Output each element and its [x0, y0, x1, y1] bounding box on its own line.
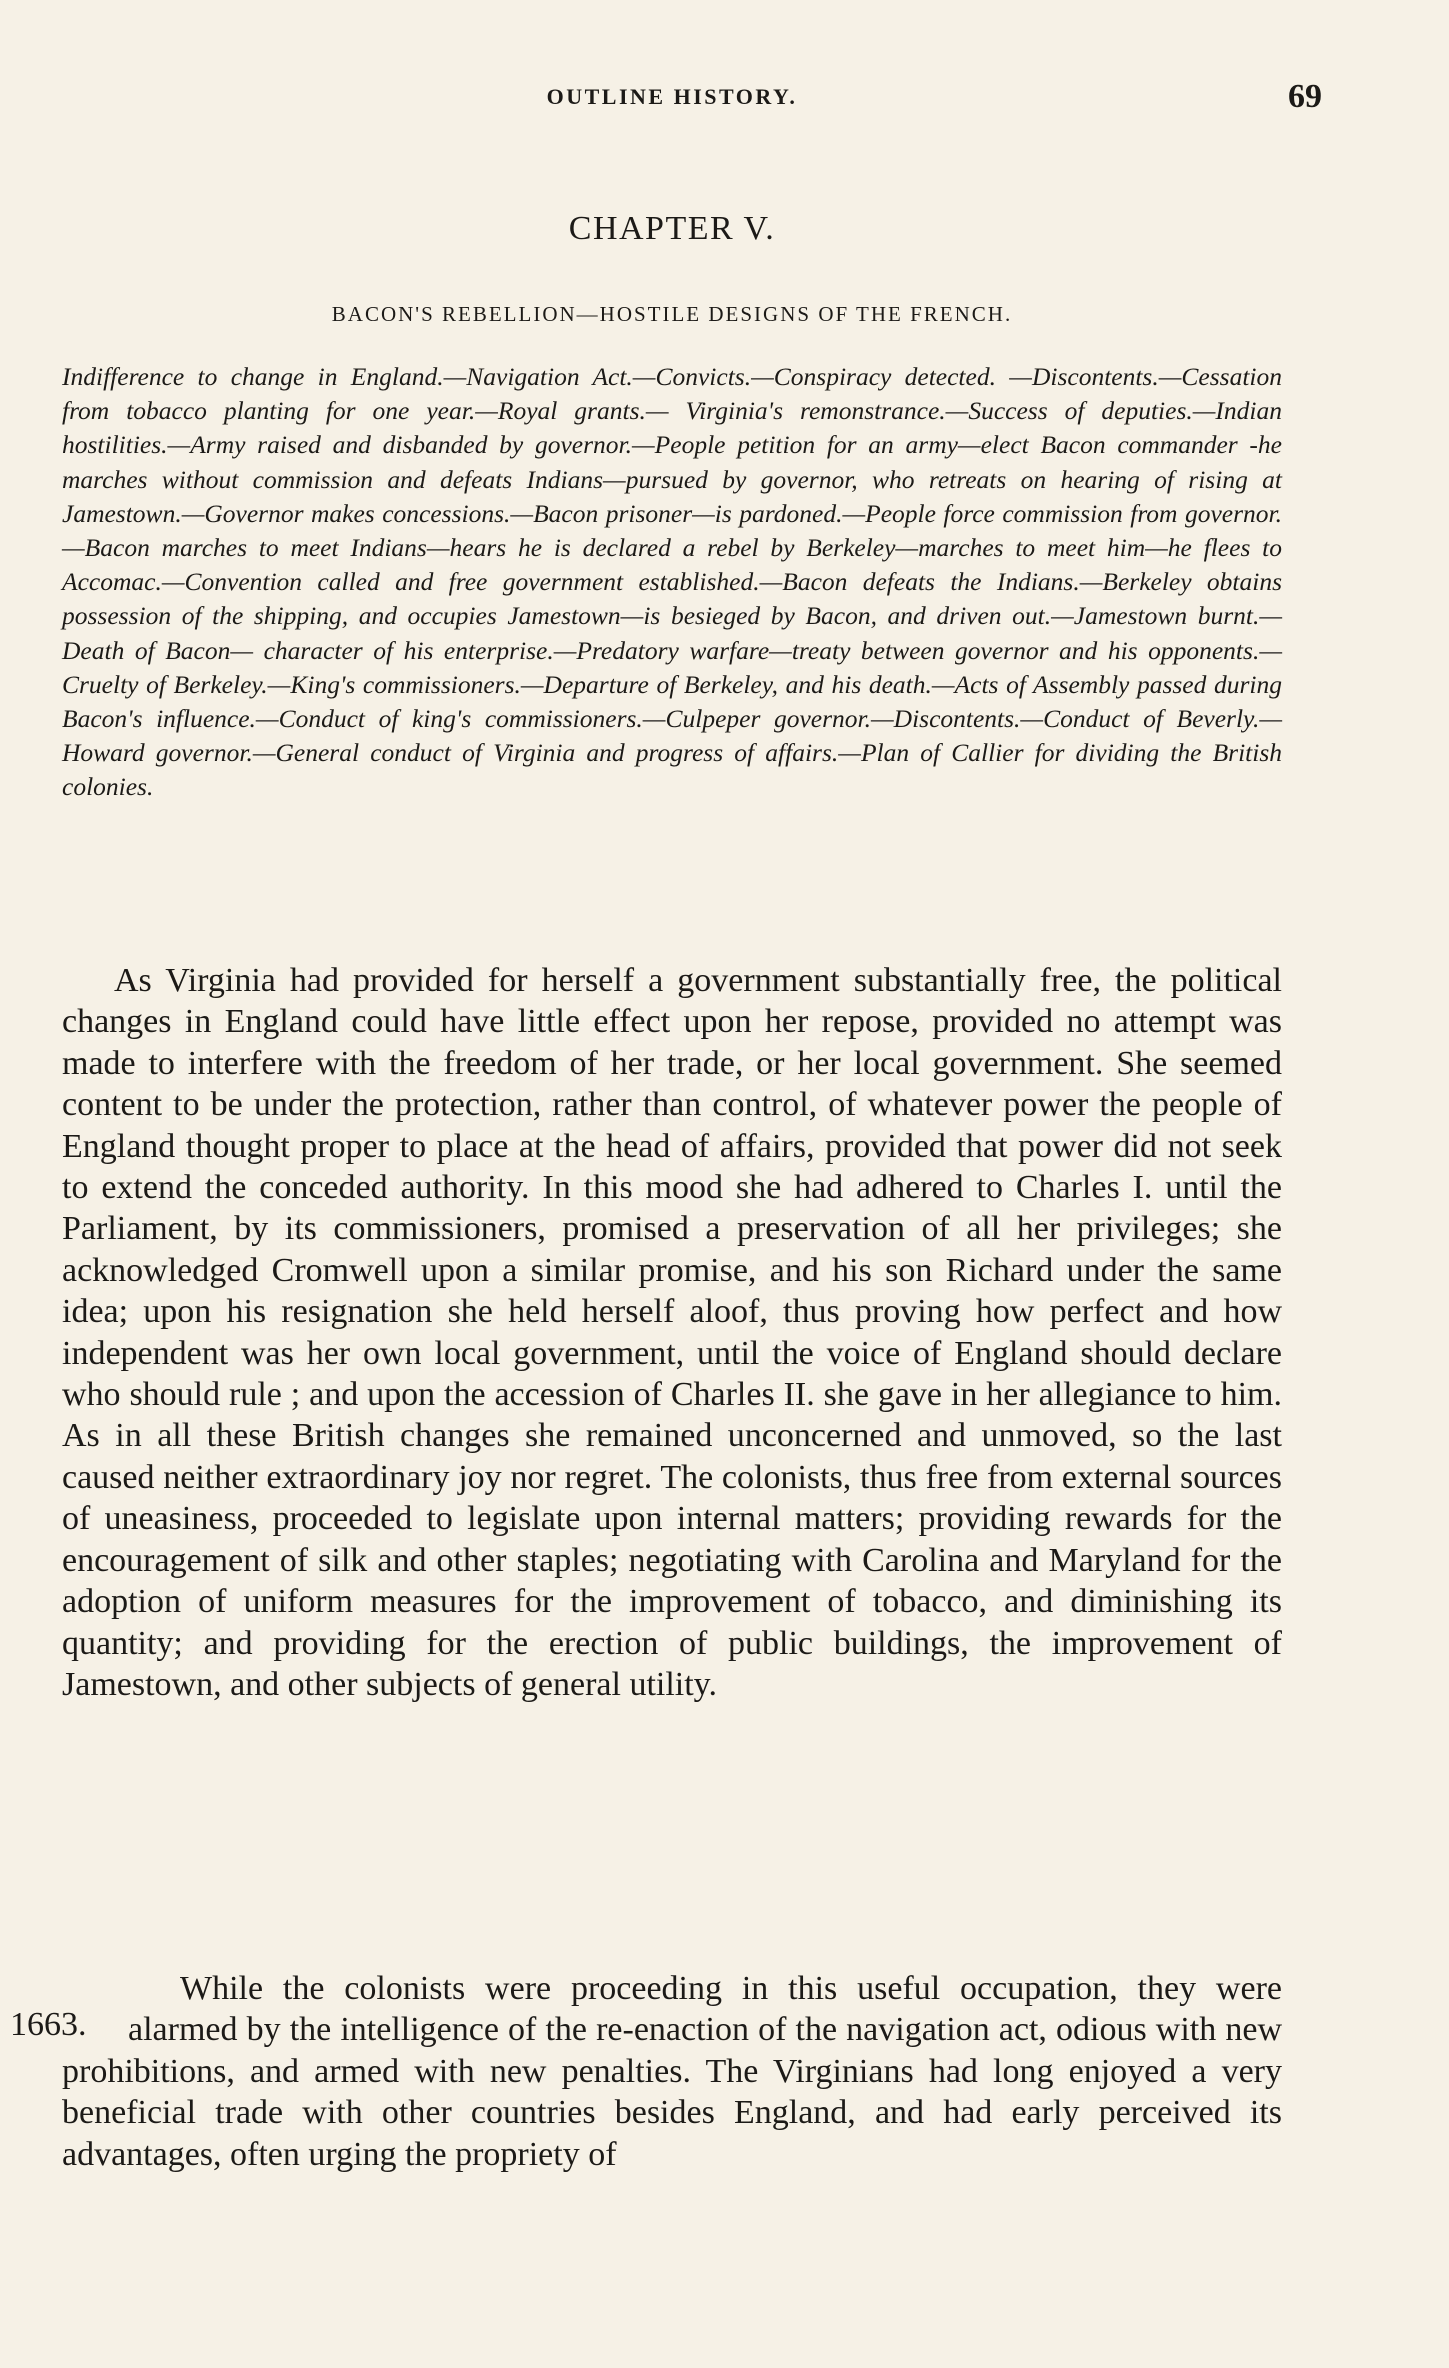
- chapter-synopsis: Indifference to change in England.—Navigation Act.—Convicts.—Conspiracy detected. —Discontents.—Cessation from tobacco planting for one year.—Royal grants.— Virginia's remonstrance.—Success of deputies.—Indian hostilities.—Army raised and disbanded by governor.—People petition for an army—elect Bacon commander -he marches without commission and defeats Indians—pursued by governor, who retreats on hearing of rising at Jamestown.—Governor makes concessions.—Bacon prisoner—is pardoned.—People force commission from governor.—Bacon marches to meet Indians—hears he is declared a rebel by Berkeley—marches to meet him—he flees to Accomac.—Convention called and free government established.—Bacon defeats the Indians.—Berkeley obtains possession of the shipping, and occupies Jamestown—is besieged by Bacon, and driven out.—Jamestown burnt.—Death of Bacon— character of his enterprise.—Predatory warfare—treaty between governor and his opponents.—Cruelty of Berkeley.—King's commissioners.—Departure of Berkeley, and his death.—Acts of Assembly passed during Bacon's influence.—Conduct of king's commissioners.—Culpeper governor.—Discontents.—Conduct of Beverly.— Howard governor.—General conduct of Virginia and progress of affairs.—Plan of Callier for dividing the British colonies.: [62, 362, 1282, 802]
- page-number: 69: [1288, 78, 1322, 115]
- running-title: OUTLINE HISTORY.: [546, 84, 798, 109]
- body-paragraph-1: As Virginia had provided for herself a government substantially free, the political changes in England could have little effect upon her repose, provided no attempt was made to interfere with the freedom of her trade, or her local government. She seemed content to be under the protection, rather than control, of whatever power the people of England thought proper to place at the head of affairs, provided that power did not seek to extend the conceded authority. In this mood she had adhered to Charles I. until the Parliament, by its commissioners, promised a preservation of all her privileges; she acknowledged Cromwell upon a similar promise, and his son Richard under the same idea; upon his resignation she held herself aloof, thus proving how perfect and how independent was her own local government, until the voice of England should declare who should rule ; and upon the accession of Charles II. she gave in her allegiance to him. As in all these British changes she remained unconcerned and unmoved, so the last caused neither extraordinary joy nor regret. The colonists, thus free from external sources of uneasiness, proceeded to legislate upon internal matters; providing rewards for the encouragement of silk and other staples; negotiating with Carolina and Maryland for the adoption of uniform measures for the improvement of tobacco, and diminishing its quantity; and providing for the erection of public buildings, the improvement of Jamestown, and other subjects of general utility.: [62, 962, 1282, 1703]
- body-paragraph-2: [10, 1968, 1282, 2175]
- body-paragraph-2-text: While the colonists were proceeding in this useful occupation, they were alarmed by the intelligence of the re-enaction of the navigation act, odious with new prohibitions, and armed with new penalties. The Virginians had long enjoyed a very beneficial trade with other countries besides England, and had early perceived its advantages, often urging the propriety of: [62, 1970, 1282, 2173]
- margin-year-note: 1663.: [10, 2006, 87, 2043]
- book-page: [10, 0, 1322, 2368]
- running-head: [62, 78, 1322, 118]
- chapter-subtitle: BACON'S REBELLION—HOSTILE DESIGNS OF THE FRENCH.: [331, 302, 1013, 326]
- chapter-title: CHAPTER V.: [568, 210, 776, 247]
